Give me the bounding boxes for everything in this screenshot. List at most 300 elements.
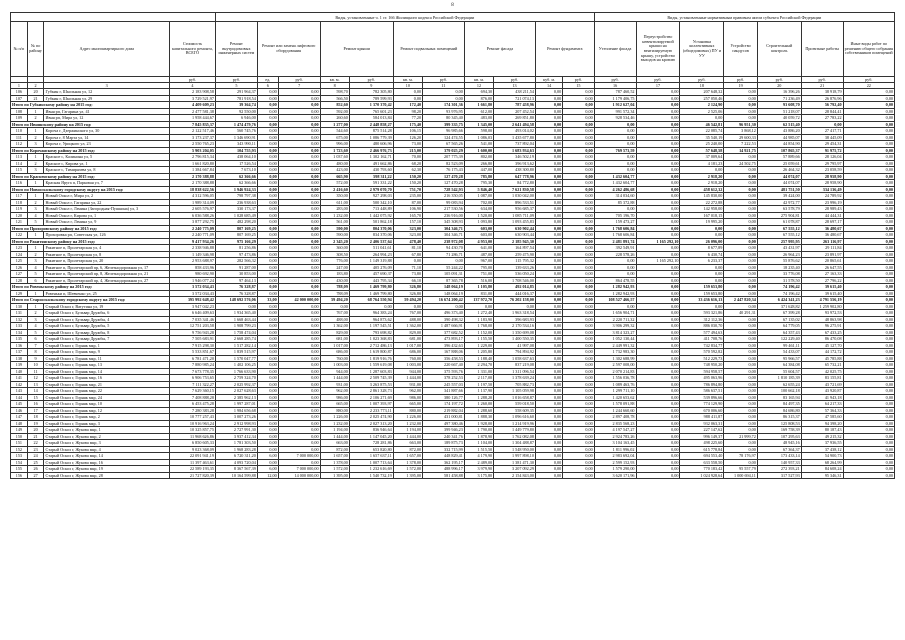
data-cell: 0,00: [257, 264, 278, 271]
data-cell: 207 452,54: [494, 108, 536, 115]
data-cell: 42 972,77: [757, 199, 801, 206]
data-cell: 0,00: [594, 128, 636, 135]
data-cell: 0,00: [563, 95, 595, 102]
data-cell: 70,00: [393, 154, 422, 161]
data-cell: 43 431,97: [757, 245, 801, 252]
data-cell: 1: [27, 180, 44, 187]
data-cell: 1 997 287,01: [215, 401, 257, 408]
data-cell: 0,00: [535, 134, 562, 141]
subtotal-cell: 728 542,93: [423, 186, 465, 193]
data-cell: 1 288,60: [464, 407, 493, 414]
data-cell: 29 454,31: [801, 141, 843, 148]
subtotal-cell: 2 466 976,73: [349, 147, 393, 154]
data-cell: 150,20: [393, 180, 422, 187]
data-cell: 581 458,88: [423, 472, 465, 479]
data-cell: 1 819 916,76: [349, 355, 393, 362]
data-cell: 6,00: [257, 466, 278, 473]
data-cell: 0,00: [636, 433, 680, 440]
data-cell: 0,00: [724, 245, 757, 252]
data-cell: 18 235,40: [757, 264, 801, 271]
subtotal-cell: 59 494,20: [393, 297, 422, 304]
data-cell: 480,00: [320, 160, 349, 167]
data-cell: 220 667,40: [423, 362, 465, 369]
data-cell: 0,00: [594, 206, 636, 213]
subtotal-cell: 0,00: [594, 121, 636, 128]
data-cell: 291 964,37: [215, 89, 257, 96]
data-cell: 0,00: [843, 180, 894, 187]
data-cell: 0,00: [636, 193, 680, 200]
subtotal-cell: 1 912 627,04: [594, 102, 636, 109]
data-cell: 396 432,63: [423, 342, 465, 349]
data-cell: 611,00: [320, 199, 349, 206]
data-cell: 0,00: [843, 89, 894, 96]
data-cell: 0,00: [278, 167, 320, 174]
subtotal-cell: 104 755,93: [215, 147, 257, 154]
subtotal-cell: 0,00: [278, 102, 320, 109]
data-cell: 346 502,19: [494, 154, 536, 161]
data-cell: 0,00: [724, 329, 757, 336]
data-cell: 795,00: [464, 264, 493, 271]
header-column-names: [11, 22, 895, 77]
data-cell: 0,00: [563, 401, 595, 408]
subtotal-cell: 1 683 934,63: [494, 147, 536, 154]
data-cell: 45 785,88: [801, 355, 843, 362]
address-cell: Короча г, Урицкого ул, 23: [44, 141, 170, 148]
data-cell: 516,00: [464, 277, 493, 284]
subtotal-cell: 42 000 000,00: [278, 297, 320, 304]
subtotal-cell: 1 370 370,42: [349, 102, 393, 109]
data-cell: 135: [11, 336, 28, 343]
data-cell: 0,00: [563, 459, 595, 466]
data-cell: 378 252,53: [423, 375, 465, 382]
address-cell: Старый Оскол г, Горняк мкр, 24: [44, 394, 170, 401]
data-cell: 0,00: [636, 420, 680, 427]
data-cell: 430,00: [320, 277, 349, 284]
data-cell: 0,00: [563, 303, 595, 310]
subtotal-cell: 7 845 835,37: [169, 121, 215, 128]
address-cell: Старый Оскол г, Горняк мкр, 22: [44, 388, 170, 395]
data-cell: 0,00: [563, 245, 595, 252]
data-cell: 0,00: [563, 290, 595, 297]
data-cell: 0,00: [257, 290, 278, 297]
data-cell: 0,00: [636, 466, 680, 473]
data-cell: 1 572,00: [393, 466, 422, 473]
data-cell: 20: [27, 427, 44, 434]
data-cell: 2 233 773,11: [349, 407, 393, 414]
data-cell: 3 868,12: [724, 128, 757, 135]
data-cell: 0,00: [257, 349, 278, 356]
data-cell: 488 996,17: [423, 466, 465, 473]
data-cell: 44 444,31: [801, 212, 843, 219]
data-cell: 0,00: [278, 440, 320, 447]
data-cell: 1 232 616,69: [349, 466, 393, 473]
column-header: Ремонт крыши: [320, 22, 393, 77]
data-cell: 6,00: [257, 453, 278, 460]
subtotal-cell: 0,00: [843, 121, 894, 128]
data-cell: 1 000 694,11: [724, 472, 757, 479]
data-cell: 0,00: [563, 128, 595, 135]
data-cell: 157,10: [393, 219, 422, 226]
column-header: Ремонт подвальных помещений: [393, 22, 464, 77]
subtotal-cell: 0,00: [535, 102, 562, 109]
data-cell: 7 673 778,35: [169, 368, 215, 375]
data-cell: 3 007 273,26: [215, 414, 257, 421]
data-cell: 577 494,63: [680, 329, 724, 336]
data-cell: 43 721,69: [801, 381, 843, 388]
data-cell: 770 183,42: [680, 466, 724, 473]
data-cell: 95 346,31: [801, 472, 843, 479]
data-cell: 686,00: [393, 349, 422, 356]
data-cell: 1 194,00: [320, 427, 349, 434]
table-header: [11, 13, 895, 89]
data-cell: 67 565,26: [423, 141, 465, 148]
data-cell: 1 378 639,24: [494, 375, 536, 382]
data-cell: 837 219,08: [494, 362, 536, 369]
data-cell: 0,00: [278, 206, 320, 213]
data-cell: 0,00: [278, 271, 320, 278]
data-cell: 24 789,92: [801, 193, 843, 200]
data-cell: 8 677,89: [680, 245, 724, 252]
data-cell: 558 609,35: [494, 407, 536, 414]
data-cell: 133: [11, 323, 28, 330]
data-cell: 0,00: [724, 154, 757, 161]
subtotal-cell: 2 124,90: [680, 102, 724, 109]
data-cell: 11 397 463,61: [169, 459, 215, 466]
data-cell: 1 657 637,11: [349, 453, 393, 460]
data-cell: 92 550,00: [215, 108, 257, 115]
data-cell: 30 853,00: [215, 271, 257, 278]
data-cell: 67,80: [393, 251, 422, 258]
data-cell: 95 557,79: [724, 466, 757, 473]
data-cell: 986,00: [393, 394, 422, 401]
data-cell: 0,00: [636, 414, 680, 421]
address-cell: Красная Яруга п, Парковая ул, 7: [44, 180, 170, 187]
data-cell: 3 877 292,75: [169, 219, 215, 226]
address-cell: Старый Оскол г, Жукова мкр, 3: [44, 440, 170, 447]
data-cell: 138: [11, 355, 28, 362]
subtotal-cell: 0,00: [636, 173, 680, 180]
group-header-regional: Виды, установленные нормативным правовым актом субъекта Российской Федерации: [594, 13, 894, 22]
data-cell: 2 070 214,83: [594, 368, 636, 375]
data-cell: 0,00: [724, 193, 757, 200]
address-cell: Старый Оскол г, Горняк мкр, 16: [44, 375, 170, 382]
data-cell: 0,00: [843, 453, 894, 460]
data-cell: 1 362,00: [320, 323, 349, 330]
data-cell: 0,00: [843, 141, 894, 148]
data-cell: 37 438,12: [801, 446, 843, 453]
data-cell: 798 797,38: [215, 193, 257, 200]
data-cell: 93 972,53: [801, 310, 843, 317]
data-cell: 105 091,31: [423, 271, 465, 278]
data-cell: 0,00: [724, 232, 757, 239]
data-cell: 980 692,90: [169, 271, 215, 278]
address-cell: Новый Оскол г, Кирова ул, 1: [44, 212, 170, 219]
data-cell: 1 732 983,30: [594, 349, 636, 356]
data-cell: 106,15: [393, 128, 422, 135]
data-cell: 371 628,82: [757, 303, 801, 310]
data-cell: 0,00: [257, 89, 278, 96]
data-cell: 1: [27, 128, 44, 135]
data-cell: 0,00: [843, 329, 894, 336]
data-cell: 1 214 919,96: [494, 420, 536, 427]
data-cell: 1 657,00: [320, 453, 349, 460]
data-cell: 1 619 800,87: [349, 349, 393, 356]
data-cell: 482 298,20: [215, 219, 257, 226]
subtotal-cell: 257 995,95: [757, 238, 801, 245]
column-header: Стоимость капитального ремонта, ВСЕГО: [169, 22, 215, 77]
data-cell: 1 287 603,83: [349, 368, 393, 375]
column-number-cell: 13: [494, 83, 536, 89]
subtotal-cell: 28 958,90: [801, 173, 843, 180]
subtotal-cell: 3 572 034,43: [169, 284, 215, 291]
data-cell: 774 129,90: [680, 401, 724, 408]
data-cell: 1 205,80: [464, 349, 493, 356]
data-cell: 0,00: [563, 134, 595, 141]
data-cell: 0,00: [636, 388, 680, 395]
unit-cell: куб. м.: [535, 77, 562, 83]
data-cell: 2 240 771,09: [169, 232, 215, 239]
data-cell: 9 023 368,09: [169, 446, 215, 453]
data-cell: 96 275,91: [801, 323, 843, 330]
data-cell: 0,00: [278, 303, 320, 310]
unit-cell: кв. м.: [320, 77, 349, 83]
data-cell: 0,00: [724, 336, 757, 343]
subtotal-cell: 0,00: [257, 147, 278, 154]
data-cell: 74 196,42: [757, 290, 801, 297]
data-cell: 0,00: [278, 108, 320, 115]
data-cell: 1 362,00: [393, 323, 422, 330]
data-cell: 0,00: [636, 310, 680, 317]
address-cell: Старый Оскол г, Горняк мкр, 12: [44, 407, 170, 414]
data-cell: 3: [27, 141, 44, 148]
data-cell: 399 946,23: [423, 427, 465, 434]
data-cell: 0,00: [535, 323, 562, 330]
data-cell: 217 530,56: [423, 206, 465, 213]
data-cell: 65 732,21: [801, 362, 843, 369]
data-cell: 1 232,00: [393, 420, 422, 427]
address-cell: Старый Оскол г, Бульвар Дружбы, 6: [44, 310, 170, 317]
data-cell: 125: [11, 258, 28, 265]
data-cell: 1 768,00: [464, 323, 493, 330]
data-cell: 0,00: [843, 271, 894, 278]
data-cell: 1 968 283,28: [215, 446, 257, 453]
data-cell: 0,00: [636, 401, 680, 408]
subtotal-cell: 665,90: [320, 173, 349, 180]
data-cell: 14 000 000,00: [278, 472, 320, 479]
data-cell: 0,00: [636, 459, 680, 466]
data-cell: 5: [27, 329, 44, 336]
subtotal-cell: 215,00: [393, 147, 422, 154]
data-cell: 3 263 875,53: [349, 381, 393, 388]
data-cell: 0,00: [535, 336, 562, 343]
data-cell: 1 183,90: [464, 316, 493, 323]
data-cell: 544,60: [320, 128, 349, 135]
data-cell: 0,00: [563, 277, 595, 284]
data-cell: 55 244,22: [423, 264, 465, 271]
data-cell: 0,00: [724, 407, 757, 414]
subtotal-cell: 1 432 604,77: [594, 173, 636, 180]
data-cell: 81,10: [393, 245, 422, 252]
data-cell: 40 059,72: [757, 115, 801, 122]
data-cell: 2 106 271,69: [349, 394, 393, 401]
data-cell: 0,00: [724, 440, 757, 447]
data-cell: 87 365,78: [423, 277, 465, 284]
data-cell: 0,00: [535, 368, 562, 375]
data-cell: 0,00: [257, 277, 278, 284]
data-cell: 0,00: [563, 316, 595, 323]
data-cell: 260,60: [320, 115, 349, 122]
data-cell: 2 338 946,88: [169, 245, 215, 252]
data-cell: 0,00: [278, 245, 320, 252]
data-cell: 0,00: [636, 141, 680, 148]
data-cell: 3: [27, 206, 44, 213]
data-cell: 0,00: [535, 349, 562, 356]
data-cell: 112: [11, 141, 28, 148]
data-cell: 1 085 711,09: [494, 212, 536, 219]
data-cell: 0,00: [257, 336, 278, 343]
data-cell: 68 264,99: [801, 459, 843, 466]
data-cell: 0,00: [636, 446, 680, 453]
data-cell: 0,00: [636, 290, 680, 297]
data-cell: 0,00: [257, 407, 278, 414]
address-cell: Старый Оскол г, Жукова мкр, 2: [44, 433, 170, 440]
subtotal-cell: 1 661,80: [464, 102, 493, 109]
data-cell: 0,00: [278, 414, 320, 421]
data-cell: 29 111,84: [801, 245, 843, 252]
data-cell: 702,00: [464, 199, 493, 206]
data-cell: 0,00: [724, 355, 757, 362]
subtotal-cell: 399 335,75: [423, 121, 465, 128]
subtotal-cell: 0,00: [843, 186, 894, 193]
data-cell: 0,00: [843, 433, 894, 440]
data-cell: 0,00: [594, 154, 636, 161]
data-cell: 0,00: [724, 95, 757, 102]
subtotal-cell: 1 105,80: [464, 284, 493, 291]
data-cell: 0,00: [843, 420, 894, 427]
data-cell: 1: [27, 193, 44, 200]
data-cell: 47 585,60: [801, 414, 843, 421]
data-cell: 3 937 412,34: [215, 433, 257, 440]
data-cell: 444 016,37: [494, 290, 536, 297]
data-cell: 1 378,00: [320, 459, 349, 466]
data-cell: 0,00: [843, 232, 894, 239]
column-header: Ремонт внутридомовых инженерных систем: [215, 22, 257, 77]
data-cell: 0,00: [257, 420, 278, 427]
data-cell: 1 016 658,87: [494, 394, 536, 401]
data-cell: 362 195,17: [423, 459, 465, 466]
data-cell: 1 023 368,83: [349, 336, 393, 343]
data-cell: 0,00: [278, 336, 320, 343]
data-cell: 0,00: [843, 212, 894, 219]
data-cell: 1 093,80: [464, 219, 493, 226]
subtotal-cell: 0,00: [636, 121, 680, 128]
column-number-cell: 3: [44, 83, 170, 89]
data-cell: 6 453 475,28: [169, 401, 215, 408]
data-cell: 26: [27, 466, 44, 473]
data-cell: 73,00: [393, 141, 422, 148]
column-number-cell: 2: [27, 83, 44, 89]
data-cell: 501 862,18: [349, 219, 393, 226]
data-cell: 153: [11, 453, 28, 460]
subtotal-cell: 0,00: [843, 297, 894, 304]
data-cell: 0,00: [843, 154, 894, 161]
data-cell: 107: [11, 95, 28, 102]
address-cell: Старый Оскол г, Жукова мкр, 14: [44, 453, 170, 460]
address-cell: Старый Оскол г, Горняк мкр, 11: [44, 355, 170, 362]
subtotal-cell: 1 277,00: [320, 121, 349, 128]
subtotal-cell: 18 838 622,56: [169, 186, 215, 193]
data-cell: 0,00: [257, 193, 278, 200]
subtotal-cell: 16 674 200,42: [423, 297, 465, 304]
subtotal-cell: 785,80: [464, 173, 493, 180]
subtotal-cell: 62 366,66: [215, 173, 257, 180]
data-cell: 3 729 521,97: [169, 95, 215, 102]
data-cell: 0,00: [563, 154, 595, 161]
data-cell: 0,00: [843, 303, 894, 310]
data-cell: 117: [11, 193, 28, 200]
data-cell: 0,00: [724, 427, 757, 434]
data-cell: 152: [11, 446, 28, 453]
subtotal-cell: 59 494,20: [320, 297, 349, 304]
data-cell: 10 164 599,88: [215, 472, 257, 479]
data-cell: 0,00: [535, 232, 562, 239]
data-cell: 2 924 783,26: [594, 433, 636, 440]
data-cell: 0,00: [257, 414, 278, 421]
data-cell: 0,00: [423, 303, 465, 310]
data-cell: 1 149 319,88: [349, 258, 393, 265]
data-cell: 110: [11, 128, 28, 135]
data-cell: 0,00: [535, 388, 562, 395]
data-cell: 0,00: [843, 407, 894, 414]
data-cell: 0,00: [278, 160, 320, 167]
data-cell: 25 059,61: [757, 160, 801, 167]
data-cell: 76 328,87: [215, 290, 257, 297]
unit-cell: руб.: [724, 77, 757, 83]
data-cell: 48 945,16: [757, 440, 801, 447]
data-cell: 0,00: [257, 258, 278, 265]
data-cell: 39 424,00: [757, 193, 801, 200]
data-cell: 236 916,00: [423, 212, 465, 219]
data-cell: 0,00: [393, 258, 422, 265]
data-cell: 438 064,10: [215, 154, 257, 161]
data-cell: 6 430,74: [680, 251, 724, 258]
data-cell: 345 308,93: [423, 219, 465, 226]
data-cell: 99 461,11: [757, 342, 801, 349]
subtotal-cell: 263 116,97: [801, 238, 843, 245]
data-cell: 1 149 346,98: [169, 251, 215, 258]
data-cell: 259 475,90: [494, 251, 536, 258]
data-cell: 944,00: [320, 368, 349, 375]
data-cell: 0,00: [535, 128, 562, 135]
data-cell: 7 915 298,30: [169, 342, 215, 349]
data-cell: 6 233,37: [680, 258, 724, 265]
data-cell: 0,00: [563, 433, 595, 440]
data-cell: 36 480,67: [801, 232, 843, 239]
data-cell: 22 091 941,19: [169, 453, 215, 460]
data-cell: 705 882,73: [494, 381, 536, 388]
data-cell: 0,00: [594, 167, 636, 174]
data-cell: 1 768 606,84: [594, 232, 636, 239]
data-cell: 793 698,82: [349, 329, 393, 336]
subtotal-cell: 0,00: [535, 238, 562, 245]
subtotal-cell: 108 527 466,57: [594, 297, 636, 304]
data-cell: 1 179 406,75: [594, 95, 636, 102]
data-cell: 765 601,23: [349, 108, 393, 115]
data-cell: 789 599,93: [349, 95, 393, 102]
data-cell: 257 050,46: [680, 95, 724, 102]
data-cell: 4 179,90: [464, 453, 493, 460]
data-cell: 570 592,82: [680, 349, 724, 356]
